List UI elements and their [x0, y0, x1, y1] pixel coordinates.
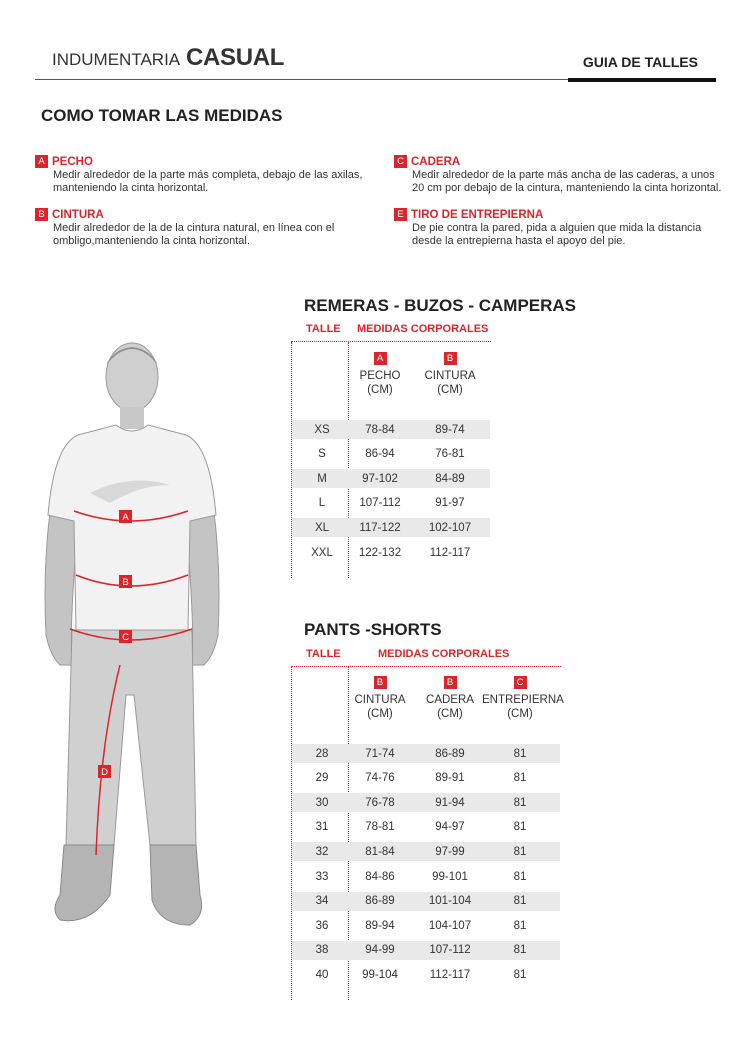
- entrepierna-cell: 81: [513, 895, 527, 908]
- table2-divider: [291, 666, 561, 667]
- cadera-cell: 91-94: [435, 796, 465, 809]
- table-row: [292, 518, 490, 537]
- measure-name: CADERA: [411, 155, 461, 168]
- table2-title: PANTS -SHORTS: [304, 620, 442, 639]
- measure-text: manteniendo la cinta horizontal.: [53, 182, 209, 194]
- table-row: [292, 420, 490, 439]
- badge: B: [444, 676, 457, 689]
- cadera-cell: 104-107: [428, 919, 472, 932]
- size-cell: 31: [315, 821, 329, 834]
- col-unit: (CM): [367, 384, 393, 396]
- col-name: CINTURA: [354, 694, 406, 706]
- table1-divider: [291, 341, 491, 342]
- label-b: B: [122, 577, 129, 588]
- table2-medidas-label: MEDIDAS CORPORALES: [378, 648, 510, 660]
- pecho-cell: 78-84: [365, 423, 395, 436]
- badge: C: [514, 676, 527, 689]
- measure-text: 20 cm por debajo de la cintura, manteniendo la cinta horizontal.: [412, 182, 722, 194]
- entrepierna-cell: 81: [513, 968, 527, 981]
- size-cell: XXL: [311, 546, 333, 559]
- badge: B: [35, 208, 48, 221]
- cadera-cell: 112-117: [429, 968, 471, 981]
- measure-entrepierna: [394, 208, 729, 248]
- cintura-cell: 84-89: [435, 472, 465, 485]
- entrepierna-cell: 81: [513, 944, 527, 957]
- size-cell: L: [318, 497, 326, 510]
- cintura-cell: 78-81: [365, 821, 395, 834]
- table2-col-cintura: [350, 675, 410, 721]
- size-cell: 40: [315, 968, 329, 981]
- table-row: [292, 916, 560, 935]
- left-shoe-shape: [55, 845, 114, 921]
- measure-text: ombligo,manteniendo la cinta horizontal.: [53, 235, 250, 247]
- entrepierna-cell: 81: [513, 772, 527, 785]
- size-cell: XS: [314, 423, 330, 436]
- table1-col-pecho: [350, 351, 410, 397]
- cadera-cell: 99-101: [432, 870, 468, 883]
- size-cell: 30: [315, 796, 329, 809]
- pecho-cell: 86-94: [365, 448, 395, 461]
- cintura-cell: 89-74: [435, 423, 465, 436]
- pecho-cell: 122-132: [358, 546, 402, 559]
- cadera-cell: 94-97: [435, 821, 465, 834]
- measure-name: TIRO DE ENTREPIERNA: [411, 208, 544, 221]
- measure-text: De pie contra la pared, pida a alguien que mida la distancia: [412, 222, 702, 234]
- table1-medidas-label: MEDIDAS CORPORALES: [357, 323, 489, 335]
- cintura-cell: 91-97: [435, 497, 465, 510]
- entrepierna-cell: 81: [513, 747, 527, 760]
- pecho-cell: 107-112: [359, 497, 401, 510]
- label-c: C: [122, 632, 129, 643]
- size-cell: 29: [315, 772, 329, 785]
- table-row: [292, 445, 490, 464]
- col-unit: (CM): [437, 384, 463, 396]
- pecho-cell: 97-102: [362, 472, 398, 485]
- table-row: [292, 867, 560, 886]
- cadera-cell: 89-91: [435, 772, 465, 785]
- title-bold: CASUAL: [185, 44, 285, 71]
- entrepierna-cell: 81: [513, 821, 527, 834]
- entrepierna-cell: 81: [513, 796, 527, 809]
- measure-text: Medir alrededor de la parte más ancha de las caderas, a unos: [412, 169, 715, 181]
- page-title: [52, 44, 284, 72]
- col-name: PECHO: [359, 370, 401, 382]
- entrepierna-cell: 81: [513, 845, 527, 858]
- table2-col-cadera: [420, 675, 480, 721]
- table1-talle-label: TALLE: [306, 323, 341, 335]
- size-cell: 32: [315, 845, 329, 858]
- measure-text: Medir alrededor de la parte más completa, debajo de las axilas,: [53, 169, 363, 181]
- right-shoe-shape: [150, 845, 202, 925]
- size-cell: S: [318, 448, 326, 461]
- cintura-cell: 112-117: [429, 546, 471, 559]
- table-row: [292, 469, 490, 488]
- cintura-cell: 76-78: [365, 796, 395, 809]
- neck-shape: [120, 407, 144, 429]
- table-row: [292, 494, 490, 513]
- table2-talle-label: TALLE: [306, 648, 341, 660]
- entrepierna-cell: 81: [513, 919, 527, 932]
- col-name: CINTURA: [424, 370, 476, 382]
- col-name: ENTREPIERNA: [482, 694, 564, 706]
- cintura-cell: 94-99: [365, 944, 395, 957]
- table-row: [292, 744, 560, 763]
- table-row: [292, 842, 560, 861]
- size-cell: 36: [315, 919, 329, 932]
- size-cell: 38: [315, 944, 329, 957]
- size-cell: 28: [315, 747, 329, 760]
- col-unit: (CM): [437, 708, 463, 720]
- cintura-cell: 99-104: [362, 968, 398, 981]
- pecho-cell: 117-122: [359, 521, 401, 534]
- badge: A: [35, 155, 48, 168]
- measure-cadera: [394, 155, 729, 195]
- col-name: CADERA: [426, 694, 474, 706]
- cintura-cell: 89-94: [365, 919, 395, 932]
- cintura-cell: 76-81: [435, 448, 465, 461]
- header-divider-thick: [568, 78, 716, 82]
- badge: E: [394, 208, 407, 221]
- table-row: [292, 941, 560, 960]
- col-unit: (CM): [367, 708, 393, 720]
- cintura-cell: 102-107: [428, 521, 472, 534]
- cintura-cell: 86-89: [365, 895, 395, 908]
- label-a: A: [122, 512, 129, 523]
- badge: B: [374, 676, 387, 689]
- cadera-cell: 107-112: [429, 944, 471, 957]
- header-divider: [35, 79, 568, 80]
- cintura-cell: 81-84: [365, 845, 395, 858]
- section-title: COMO TOMAR LAS MEDIDAS: [41, 106, 283, 125]
- badge: B: [444, 352, 457, 365]
- entrepierna-cell: 81: [513, 870, 527, 883]
- table-row: [292, 793, 560, 812]
- size-cell: 34: [315, 895, 329, 908]
- cadera-cell: 86-89: [435, 747, 465, 760]
- table-row: [292, 965, 560, 984]
- measure-name: CINTURA: [52, 208, 104, 221]
- col-unit: (CM): [507, 708, 533, 720]
- table-row: [292, 543, 490, 562]
- table1-col-cintura: [415, 351, 485, 397]
- measure-text: desde la entrepierna hasta el apoyo del pie.: [412, 235, 626, 247]
- cintura-cell: 71-74: [365, 747, 395, 760]
- measure-pecho: [35, 155, 370, 195]
- cintura-cell: 84-86: [365, 870, 395, 883]
- badge: C: [394, 155, 407, 168]
- pants-shape: [66, 630, 196, 845]
- guide-label: GUIA DE TALLES: [582, 54, 698, 70]
- table-row: [292, 818, 560, 837]
- title-light: INDUMENTARIA: [52, 50, 181, 69]
- table-row: [292, 892, 560, 911]
- cadera-cell: 101-104: [428, 895, 472, 908]
- table2-col-entrepierna: [482, 675, 564, 721]
- measure-text: Medir alrededor de la de la cintura natural, en línea con el: [53, 222, 335, 234]
- measure-name: PECHO: [52, 155, 93, 168]
- label-d: D: [101, 767, 108, 778]
- size-cell: 33: [315, 870, 329, 883]
- body-figure: [20, 335, 235, 940]
- head-shape: [106, 343, 158, 411]
- table1-title: REMERAS - BUZOS - CAMPERAS: [304, 296, 577, 315]
- size-cell: M: [317, 472, 327, 485]
- cintura-cell: 74-76: [365, 772, 395, 785]
- cadera-cell: 97-99: [435, 845, 465, 858]
- table-row: [292, 769, 560, 788]
- size-cell: XL: [314, 521, 330, 534]
- badge: A: [374, 352, 387, 365]
- measure-cintura: [35, 208, 370, 248]
